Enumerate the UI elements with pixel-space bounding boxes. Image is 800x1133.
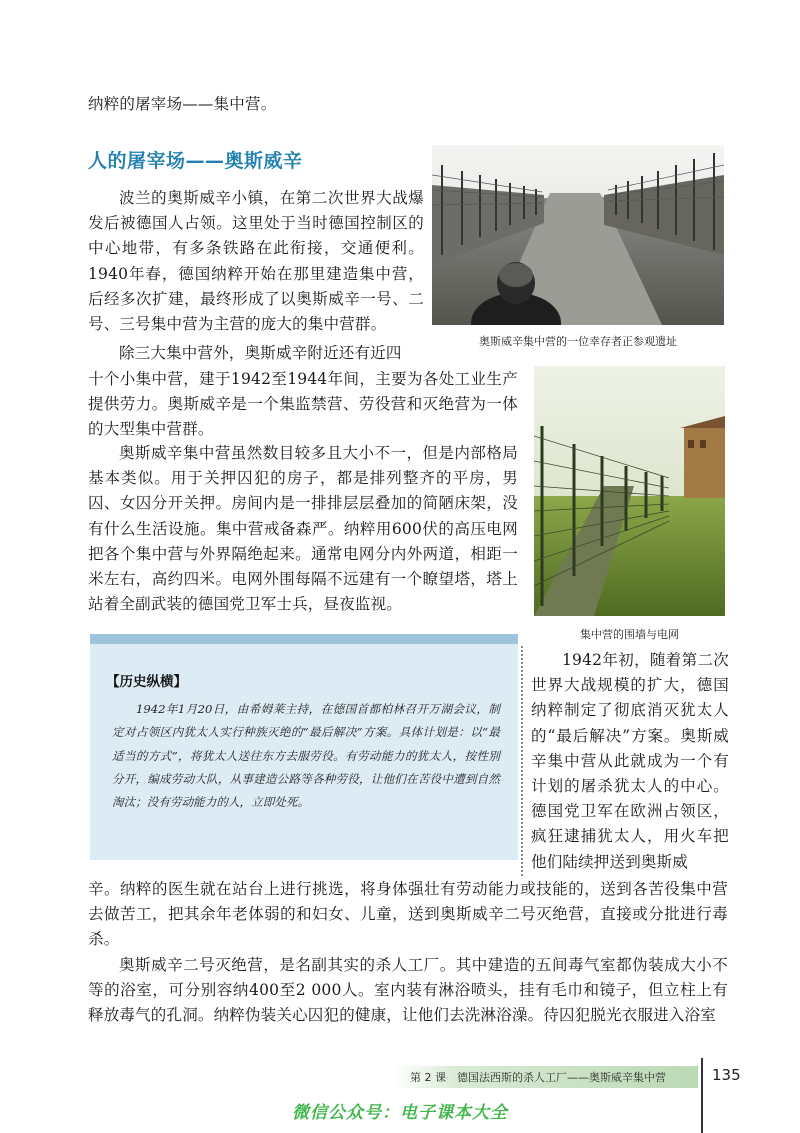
footer-lesson-title: 第 2 课 德国法西斯的杀人工厂——奥斯威辛集中营: [410, 1071, 666, 1084]
history-sidebar-box: [90, 634, 518, 860]
paragraph-2-start: 除三大集中营外，奥斯威辛附近还有近四: [119, 344, 402, 362]
paragraph-2-cont: 十个小集中营，建于1942至1944年间，主要为各处工业生产提供劳力。奥斯威辛是一个集监禁营、劳役营和灭绝营为一体的大型集中营群。: [88, 370, 518, 439]
watermark-text: 微信公众号：电子课本大全: [292, 1103, 508, 1123]
intro-line: 纳粹的屠宰场——集中营。: [88, 95, 277, 113]
figure-2-caption: 集中营的围墙与电网: [580, 628, 679, 641]
paragraph-4-start: 1942年初，随着第二次世界大战规模的扩大，德国纳粹制定了彻底消灭犹太人的“最后解决”方案。奥斯威辛集中营从此就成为一个有计划的屠杀犹太人的中心。德国党卫军在欧洲占领区，疯狂逮捕犹太人，用火车把他们陆续押送到奥斯威: [531, 651, 729, 871]
paragraph-1: 波兰的奥斯威辛小镇，在第二次世界大战爆发后被德国人占领。这里处于当时德国控制区的中心地带，有多条铁路在此衔接，交通便利。1940年春，德国纳粹开始在那里建造集中营，后经多次扩建，最终形成了以奥斯威辛一号、二号、三号集中营为主营的庞大的集中营群。: [88, 189, 424, 334]
paragraph-3: 奥斯威辛集中营虽然数目较多且大小不一，但是内部格局基本类似。用于关押囚犯的房子，都是排列整齐的平房，男囚、女囚分开关押。房间内是一排排层层叠加的简陋床架，没有什么生活设施。集中营戒备森严。纳粹用600伏的高压电网把各个集中营与外界隔绝起来。通常电网分内外两道，相距一米左右，高约四米。电网外围每隔不远建有一个瞭望塔，塔上站着全副武装的德国党卫军士兵，昼夜监视。: [88, 444, 518, 614]
sidebar-body: 1942年1月20日，由希姆莱主持，在德国首都柏林召开万湖会议，制定对占领区内犹太人实行种族灭绝的“最后解决”方案。具体计划是：以“最适当的方式”，将犹太人送往东方去服劳役。有劳动能力的犹太人，按性别分开，编成劳动大队，从事建造公路等各种劳役，让他们在苦役中遭到自然淘汰；没有劳动能力的人，立即处死。: [112, 702, 500, 810]
sidebar-title: 【历史纵横】: [106, 674, 187, 690]
figure-1-caption: 奥斯威辛集中营的一位幸存者正参观遗址: [479, 335, 677, 348]
page-number: 135: [712, 1066, 741, 1084]
camp-road-photo: [432, 145, 724, 325]
paragraph-5: 奥斯威辛二号灭绝营，是名副其实的杀人工厂。其中建造的五间毒气室都伪装成大小不等的浴室，可分别容纳400至2 000人。室内装有淋浴喷头，挂有毛巾和镜子，但立柱上有释放毒气的孔洞。纳粹伪装关心囚犯的健康，让他们去洗淋浴澡。待囚犯脱光衣服进入浴室: [88, 956, 728, 1025]
column-divider: [521, 646, 523, 876]
section-heading: 人的屠宰场——奥斯威辛: [88, 150, 303, 172]
camp-fence-photo: [534, 366, 725, 616]
paragraph-4-cont: 辛。纳粹的医生就在站台上进行挑选，将身体强壮有劳动能力或技能的，送到各苦役集中营去做苦工，把其余年老体弱的和妇女、儿童，送到奥斯威辛二号灭绝营，直接或分批进行毒杀。: [88, 880, 728, 949]
